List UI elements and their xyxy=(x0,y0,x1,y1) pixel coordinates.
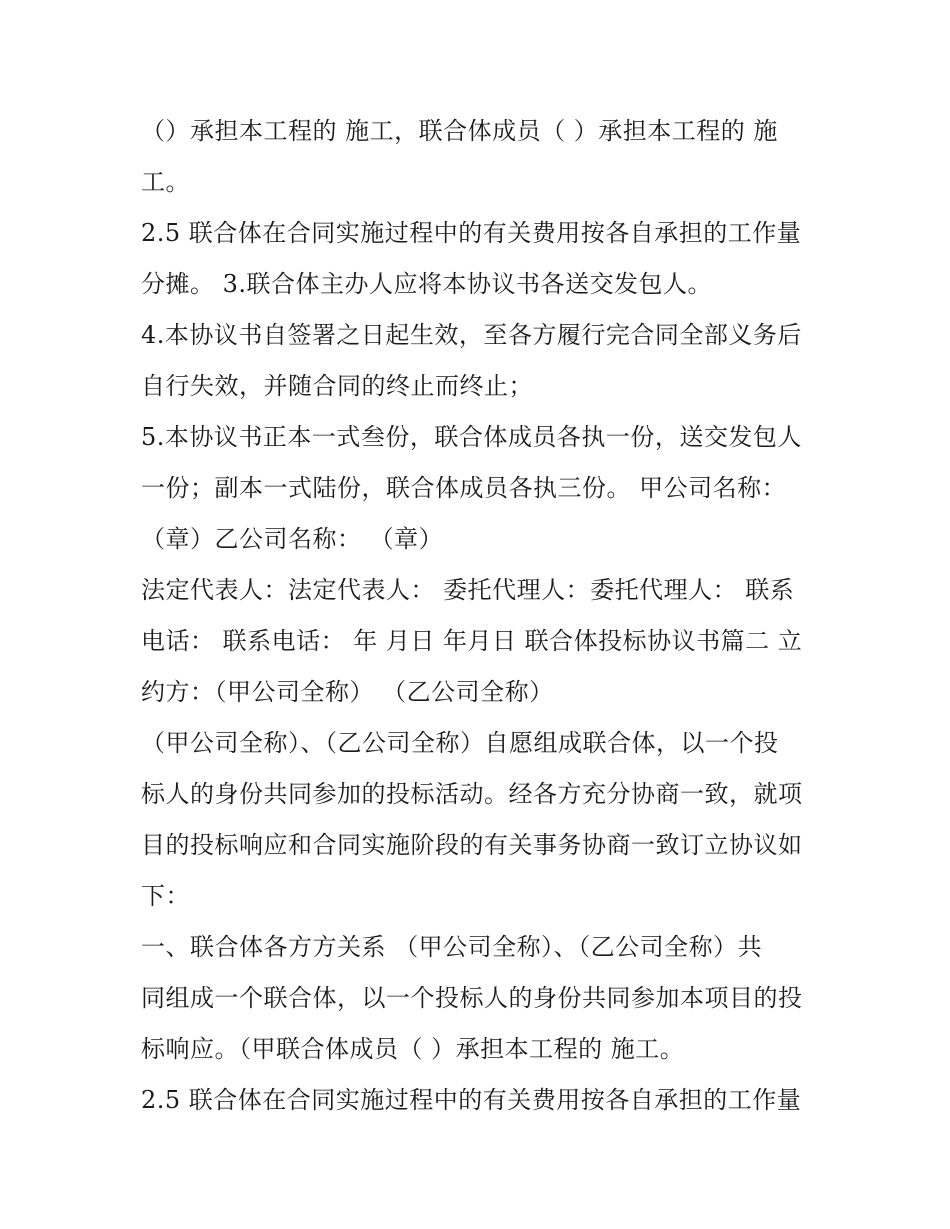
text-line: 2.5 联合体在合同实施过程中的有关费用按各自承担的工作量 xyxy=(141,219,802,247)
text-line: 一份；副本一式陆份，联合体成员各执三份。 甲公司名称： xyxy=(141,474,787,502)
text-line: 电话： 联系电话： 年 月日 年月日 联合体投标协议书篇二 立 xyxy=(141,627,803,655)
text-line: 2.5 联合体在合同实施过程中的有关费用按各自承担的工作量 xyxy=(141,1086,802,1114)
text-line: 约方：（甲公司全称） （乙公司全称） xyxy=(141,678,554,706)
text-line: 目的投标响应和合同实施阶段的有关事务协商一致订立协议如 xyxy=(141,831,803,859)
document-body xyxy=(141,106,821,1126)
text-line: 5.本协议书正本一式叁份，联合体成员各执一份，送交发包人 xyxy=(141,423,802,451)
text-line: （）承担本工程的 施工，联合体成员（ ）承担本工程的 施 xyxy=(141,117,778,145)
text-line: 同组成一个联合体，以一个投标人的身份共同参加本项目的投 xyxy=(141,984,803,1012)
text-line: 标响应。（甲联合体成员（ ）承担本工程的 施工。 xyxy=(141,1035,685,1063)
text-line: 法定代表人：法定代表人： 委托代理人：委托代理人： 联系 xyxy=(141,576,795,604)
text-line: 下： xyxy=(141,882,190,910)
text-line: 自行失效，并随合同的终止而终止； xyxy=(141,372,533,400)
text-line: 一、联合体各方方关系 （甲公司全称）、（乙公司全称）共 xyxy=(141,933,763,961)
text-line: 标人的身份共同参加的投标活动。经各方充分协商一致，就项 xyxy=(141,780,803,808)
text-line: 分摊。 3.联合体主办人应将本协议书各送交发包人。 xyxy=(141,270,713,298)
text-line: 工。 xyxy=(141,168,190,196)
text-line: 4.本协议书自签署之日起生效，至各方履行完合同全部义务后 xyxy=(141,321,802,349)
text-line: （章）乙公司名称： （章） xyxy=(141,525,444,553)
text-line: （甲公司全称）、（乙公司全称）自愿组成联合体，以一个投 xyxy=(141,729,779,757)
